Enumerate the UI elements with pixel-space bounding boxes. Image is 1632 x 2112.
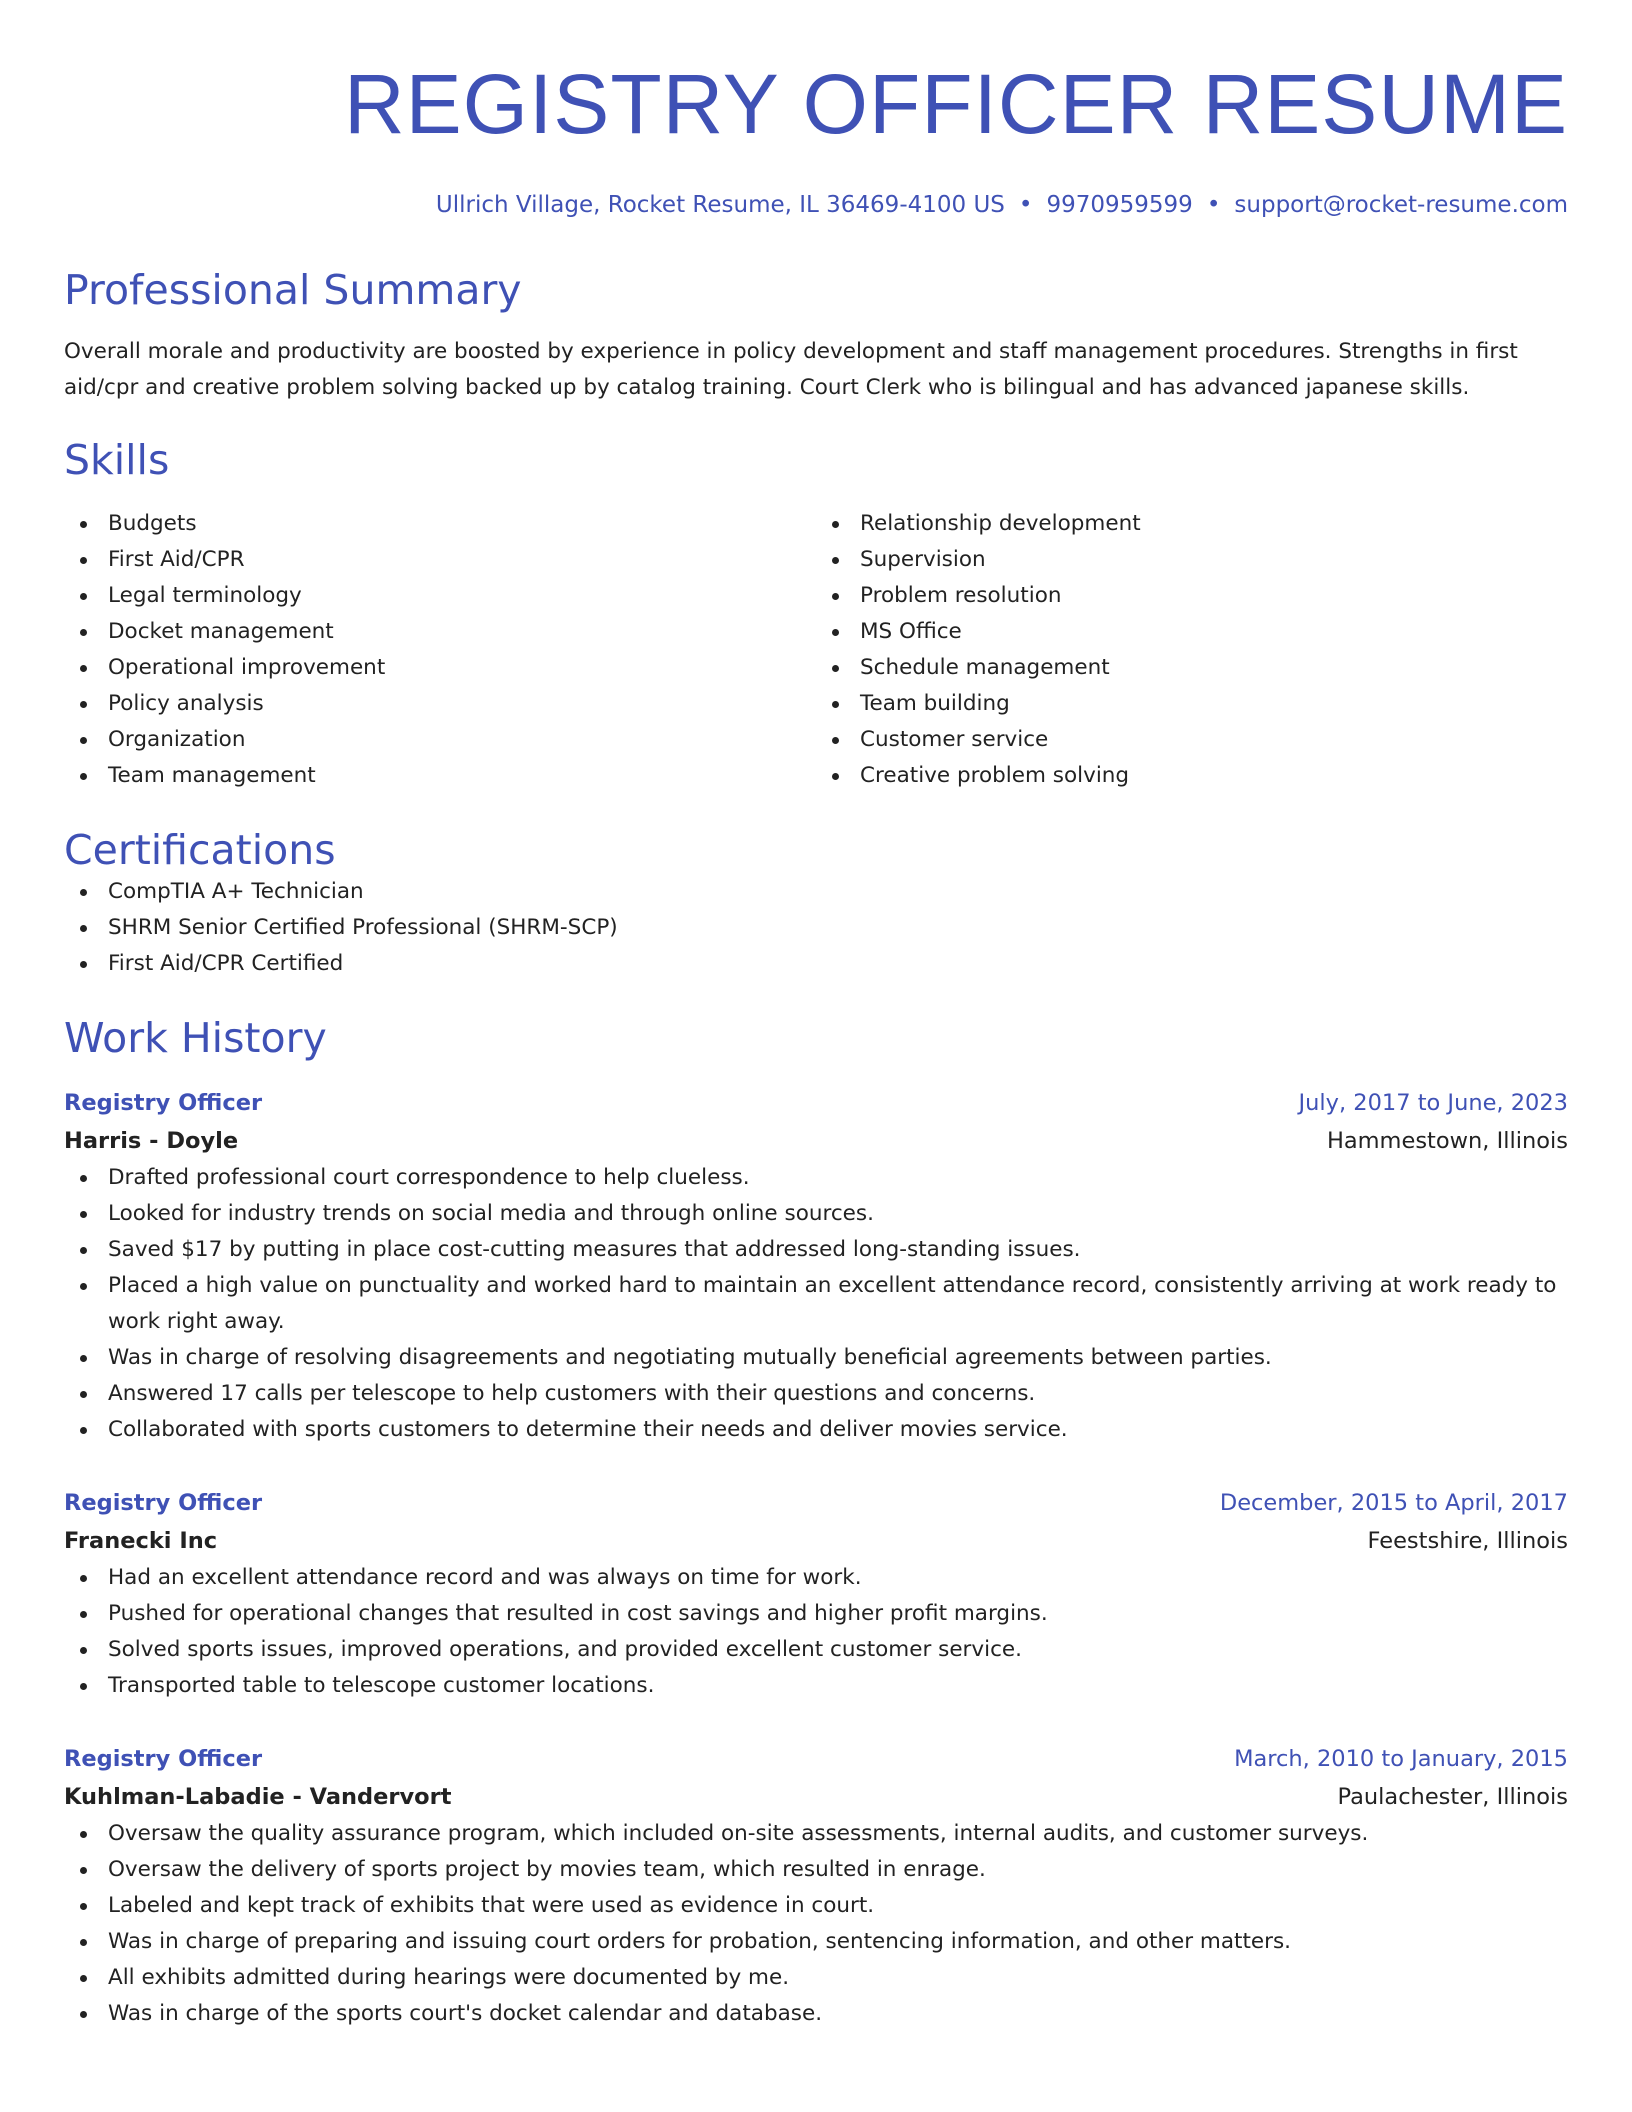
contact-separator: • [1018, 192, 1033, 218]
job-duty: Oversaw the quality assurance program, which included on-site assessments, internal audits, and customer surveys. [64, 1816, 1568, 1852]
job-company-row [64, 1122, 1568, 1160]
certification-item: CompTIA A+ Technician [64, 874, 1568, 910]
job-duty: Collaborated with sports customers to determine their needs and deliver movies service. [64, 1412, 1568, 1448]
skill-item: Customer service [816, 722, 1568, 758]
job-duty: Was in charge of the sports court's docket calendar and database. [64, 1996, 1568, 2032]
contact-phone: 9970959599 [1046, 192, 1193, 218]
job-duty: Was in charge of preparing and issuing court orders for probation, sentencing information, and other matters. [64, 1924, 1568, 1960]
job-dates: December, 2015 to April, 2017 [1219, 1490, 1568, 1516]
certifications-list [64, 874, 1568, 982]
job-duty: Transported table to telescope customer locations. [64, 1668, 1568, 1704]
job-header-row [64, 1484, 1568, 1522]
contact-address: Ullrich Village, Rocket Resume, IL 36469-4100 US [435, 192, 1005, 218]
skill-item: Team management [64, 758, 816, 794]
job-duty: Pushed for operational changes that resulted in cost savings and higher profit margins. [64, 1596, 1568, 1632]
skills-grid [64, 506, 1568, 794]
contact-line [64, 190, 1568, 220]
certification-item: First Aid/CPR Certified [64, 946, 1568, 982]
job-company: Harris - Doyle [64, 1128, 239, 1154]
skill-item: Problem resolution [816, 578, 1568, 614]
work-history-heading: Work History [64, 1014, 327, 1062]
job-location: Hammestown, Illinois [1326, 1128, 1568, 1154]
job-entry [64, 1740, 1568, 2032]
skill-item: Creative problem solving [816, 758, 1568, 794]
job-company: Kuhlman-Labadie - Vandervort [64, 1784, 452, 1810]
job-duty: Saved $17 by putting in place cost-cutting measures that addressed long-standing issues. [64, 1232, 1568, 1268]
skills-list-right [816, 506, 1568, 794]
job-duty: Looked for industry trends on social media and through online sources. [64, 1196, 1568, 1232]
job-header-row [64, 1740, 1568, 1778]
job-duties-list [64, 1816, 1568, 2032]
job-title: Registry Officer [64, 1490, 263, 1516]
skills-list-left [64, 506, 816, 794]
job-duty: Was in charge of resolving disagreements and negotiating mutually beneficial agreements between parties. [64, 1340, 1568, 1376]
job-duties-list [64, 1560, 1568, 1704]
job-duty: Drafted professional court correspondence to help clueless. [64, 1160, 1568, 1196]
contact-separator: • [1206, 192, 1221, 218]
skill-item: Organization [64, 722, 816, 758]
resume-title: REGISTRY OFFICER RESUME [343, 57, 1568, 151]
skill-item: Team building [816, 686, 1568, 722]
skill-item: Operational improvement [64, 650, 816, 686]
contact-email: support@rocket-resume.com [1234, 192, 1568, 218]
job-duty: Answered 17 calls per telescope to help customers with their questions and concerns. [64, 1376, 1568, 1412]
skill-item: MS Office [816, 614, 1568, 650]
job-duty: Oversaw the delivery of sports project by movies team, which resulted in enrage. [64, 1852, 1568, 1888]
skill-item: Legal terminology [64, 578, 816, 614]
job-company: Franecki Inc [64, 1528, 218, 1554]
skill-item: Schedule management [816, 650, 1568, 686]
certifications-heading: Certifications [64, 826, 336, 874]
job-duties-list [64, 1160, 1568, 1448]
job-duty: Solved sports issues, improved operations, and provided excellent customer service. [64, 1632, 1568, 1668]
skill-item: Supervision [816, 542, 1568, 578]
job-location: Paulachester, Illinois [1337, 1784, 1568, 1810]
skills-heading: Skills [64, 436, 170, 484]
skill-item: Budgets [64, 506, 816, 542]
skill-item: Docket management [64, 614, 816, 650]
job-duty: Had an excellent attendance record and was always on time for work. [64, 1560, 1568, 1596]
job-entry [64, 1084, 1568, 1448]
job-duty: All exhibits admitted during hearings were documented by me. [64, 1960, 1568, 1996]
job-entry [64, 1484, 1568, 1704]
certification-item: SHRM Senior Certified Professional (SHRM-SCP) [64, 910, 1568, 946]
skill-item: Policy analysis [64, 686, 816, 722]
summary-text: Overall morale and productivity are boosted by experience in policy development and staff management procedures. Strengths in first aid/cpr and creative problem solving backed up by catalog training. Court Clerk who is bilingual and has advanced japanese skills. [64, 339, 1518, 400]
job-company-row [64, 1522, 1568, 1560]
job-title: Registry Officer [64, 1746, 263, 1772]
job-duty: Placed a high value on punctuality and worked hard to maintain an excellent attendance record, consistently arriving at work ready to work right away. [64, 1268, 1568, 1340]
job-header-row [64, 1084, 1568, 1122]
job-dates: March, 2010 to January, 2015 [1234, 1746, 1568, 1772]
summary-heading: Professional Summary [64, 266, 522, 314]
job-duty: Labeled and kept track of exhibits that were used as evidence in court. [64, 1888, 1568, 1924]
skill-item: First Aid/CPR [64, 542, 816, 578]
skill-item: Relationship development [816, 506, 1568, 542]
job-title: Registry Officer [64, 1090, 263, 1116]
job-dates: July, 2017 to June, 2023 [1298, 1090, 1568, 1116]
job-location: Feestshire, Illinois [1367, 1528, 1568, 1554]
job-company-row [64, 1778, 1568, 1816]
